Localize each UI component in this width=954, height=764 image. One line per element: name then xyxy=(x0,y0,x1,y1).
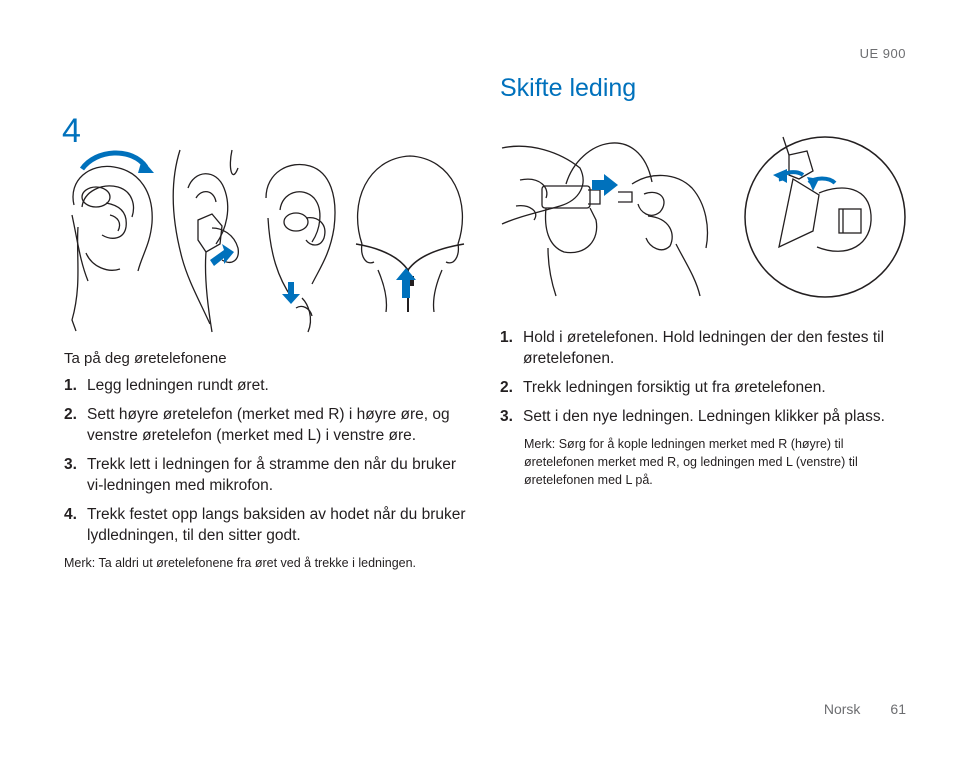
right-column xyxy=(500,327,910,489)
left-steps-list xyxy=(64,375,474,546)
warning-note: Merk: Ta aldri ut øretelefonene fra øret ved å trekke i ledningen. xyxy=(64,556,417,570)
step-index: 2. xyxy=(500,379,513,396)
left-column xyxy=(64,348,474,572)
step-index: 1. xyxy=(500,329,513,346)
step-number: 4 xyxy=(62,112,81,150)
list-item xyxy=(64,454,474,496)
step-index: 4. xyxy=(64,506,77,523)
intro-text: Ta på deg øretelefonene xyxy=(64,350,227,367)
page-number: 61 xyxy=(890,701,906,717)
step-text: Sett høyre øretelefon (merket med R) i høyre øre, og venstre øretelefon (merket med L) i venstre øre. xyxy=(87,406,450,444)
list-item xyxy=(500,377,910,398)
section-title: Skifte leding xyxy=(500,74,637,102)
ear-insert-illustration xyxy=(168,148,248,333)
step-index: 1. xyxy=(64,377,77,394)
ear-wrap-illustration xyxy=(62,145,162,333)
ear-tighten-illustration xyxy=(258,158,340,333)
list-item xyxy=(500,406,910,427)
step-index: 3. xyxy=(64,456,77,473)
list-item xyxy=(64,375,474,396)
language-label: Norsk xyxy=(823,701,861,717)
product-name: UE 900 xyxy=(859,46,906,61)
list-item xyxy=(500,327,910,369)
right-steps-list xyxy=(500,327,910,427)
cable-note: Merk: Sørg for å kople ledningen merket med R (høyre) til øretelefonen merket med R, og ledningen med L (venstre) til øretelefonen med L på. xyxy=(524,437,858,487)
cable-removal-illustration xyxy=(500,128,710,298)
step-index: 2. xyxy=(64,406,77,423)
list-item xyxy=(64,504,474,546)
step-text: Legg ledningen rundt øret. xyxy=(87,377,269,394)
step-index: 3. xyxy=(500,408,513,425)
connector-closeup-illustration xyxy=(743,135,908,300)
head-back-illustration xyxy=(344,152,476,312)
step-text: Trekk ledningen forsiktig ut fra øretelefonen. xyxy=(523,379,826,396)
list-item xyxy=(64,404,474,446)
step-text: Trekk lett i ledningen for å stramme den når du bruker vi-ledningen med mikrofon. xyxy=(87,456,457,494)
step-text: Hold i øretelefonen. Hold ledningen der den festes til øretelefonen. xyxy=(523,329,885,367)
step-text: Trekk festet opp langs baksiden av hodet når du bruker lydledningen, til den sitter godt. xyxy=(87,506,466,544)
step-text: Sett i den nye ledningen. Ledningen klikker på plass. xyxy=(523,408,885,425)
page-footer xyxy=(824,701,906,717)
